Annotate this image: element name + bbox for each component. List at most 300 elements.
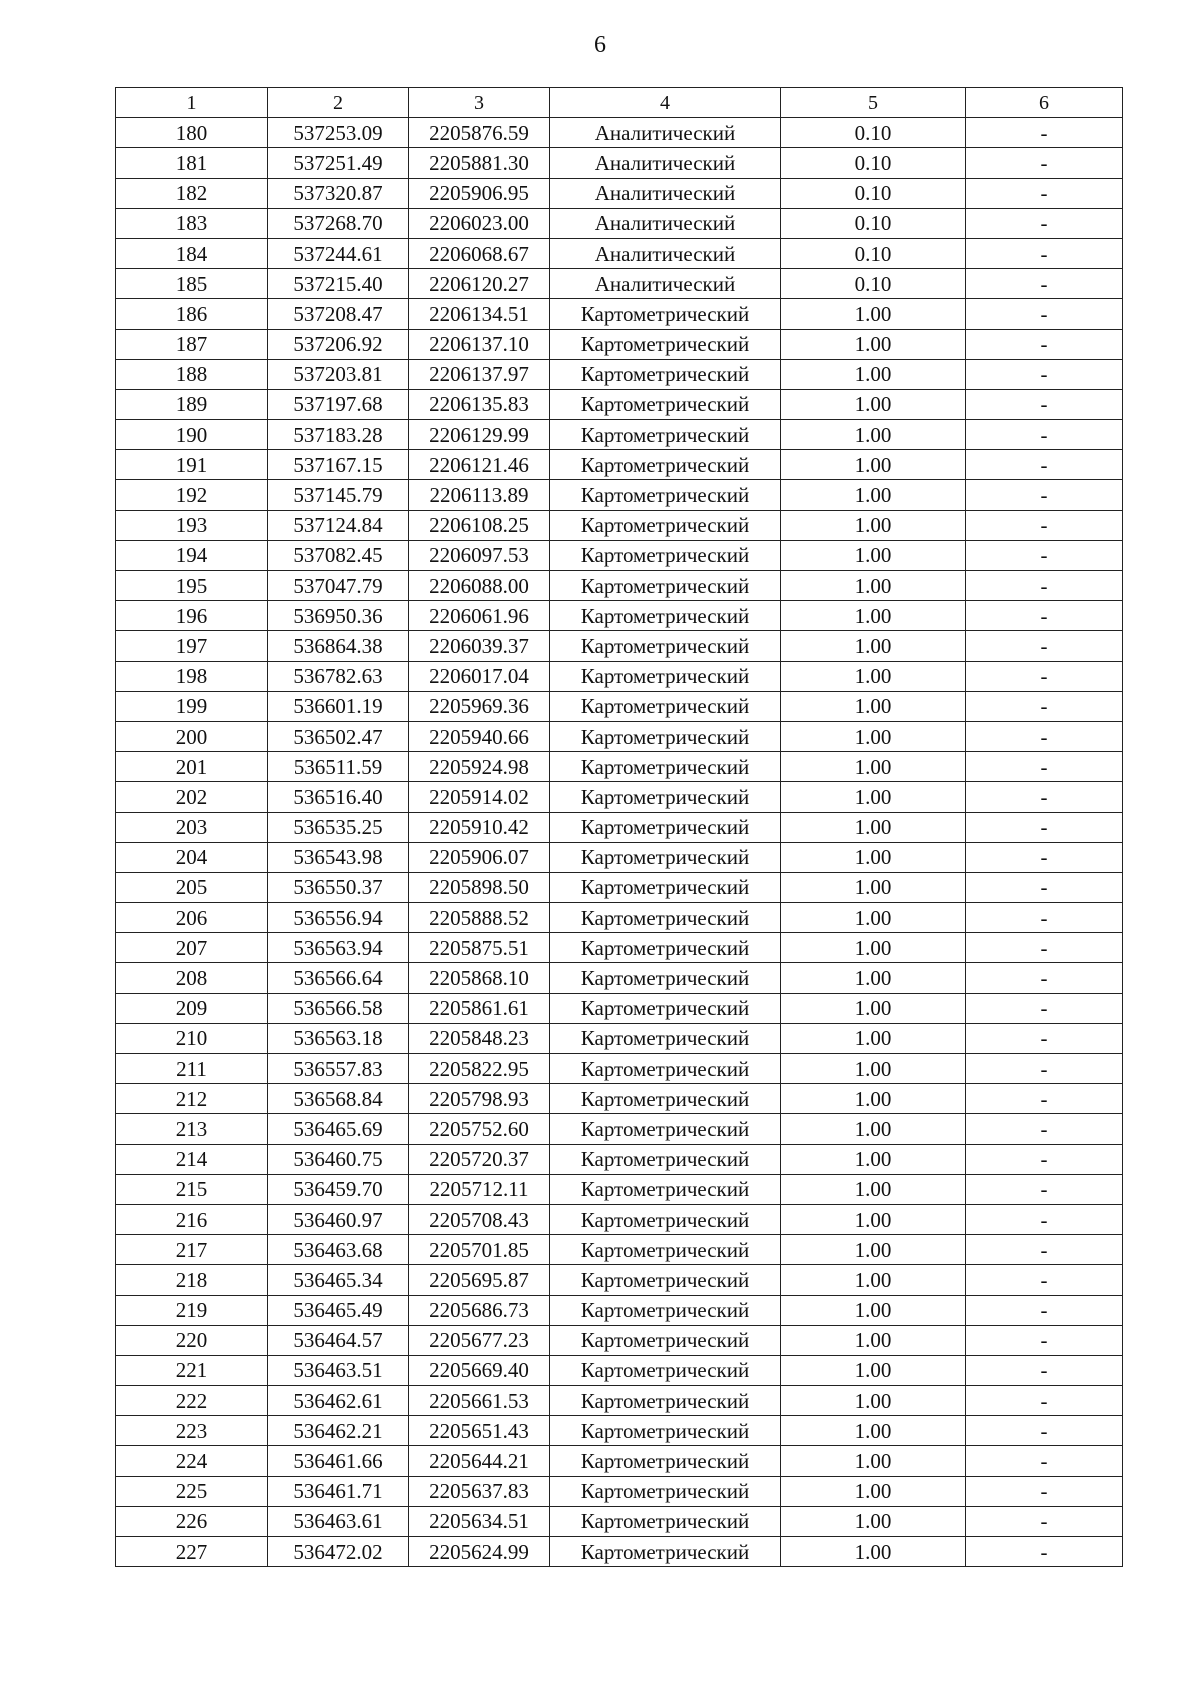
method-cell: Картометрический [550,601,781,631]
note-cell: - [966,1476,1123,1506]
point-number-cell: 199 [116,691,268,721]
x-coordinate-cell: 536462.61 [268,1386,409,1416]
method-cell: Картометрический [550,329,781,359]
x-coordinate-cell: 537268.70 [268,208,409,238]
accuracy-cell: 1.00 [781,721,966,751]
y-coordinate-cell: 2205914.02 [409,782,550,812]
y-coordinate-cell: 2206039.37 [409,631,550,661]
note-cell: - [966,1386,1123,1416]
accuracy-cell: 1.00 [781,903,966,933]
table-row [116,1416,1123,1446]
y-coordinate-cell: 2205669.40 [409,1355,550,1385]
y-coordinate-cell: 2205848.23 [409,1023,550,1053]
point-number-cell: 183 [116,208,268,238]
point-number-cell: 226 [116,1506,268,1536]
point-number-cell: 198 [116,661,268,691]
note-cell: - [966,1235,1123,1265]
accuracy-cell: 1.00 [781,1054,966,1084]
note-cell: - [966,1325,1123,1355]
note-cell: - [966,1084,1123,1114]
y-coordinate-cell: 2205898.50 [409,872,550,902]
y-coordinate-cell: 2205644.21 [409,1446,550,1476]
x-coordinate-cell: 536465.34 [268,1265,409,1295]
table-row [116,1235,1123,1265]
y-coordinate-cell: 2205906.95 [409,178,550,208]
coordinates-table [115,87,1123,1567]
x-coordinate-cell: 536465.69 [268,1114,409,1144]
table-row [116,510,1123,540]
point-number-cell: 194 [116,540,268,570]
note-cell: - [966,1265,1123,1295]
x-coordinate-cell: 536543.98 [268,842,409,872]
note-cell: - [966,812,1123,842]
method-cell: Картометрический [550,1295,781,1325]
table-row [116,1144,1123,1174]
accuracy-cell: 1.00 [781,812,966,842]
y-coordinate-cell: 2206137.97 [409,359,550,389]
point-number-cell: 217 [116,1235,268,1265]
point-number-cell: 225 [116,1476,268,1506]
x-coordinate-cell: 537253.09 [268,118,409,148]
point-number-cell: 210 [116,1023,268,1053]
point-number-cell: 188 [116,359,268,389]
method-cell: Картометрический [550,359,781,389]
point-number-cell: 196 [116,601,268,631]
accuracy-cell: 1.00 [781,540,966,570]
accuracy-cell: 1.00 [781,1174,966,1204]
point-number-cell: 202 [116,782,268,812]
table-row [116,842,1123,872]
x-coordinate-cell: 536516.40 [268,782,409,812]
method-cell: Картометрический [550,1023,781,1053]
note-cell: - [966,1114,1123,1144]
accuracy-cell: 1.00 [781,1204,966,1234]
x-coordinate-cell: 537145.79 [268,480,409,510]
point-number-cell: 205 [116,872,268,902]
method-cell: Картометрический [550,1114,781,1144]
y-coordinate-cell: 2205910.42 [409,812,550,842]
table-row [116,148,1123,178]
point-number-cell: 215 [116,1174,268,1204]
table-row [116,450,1123,480]
table-row [116,631,1123,661]
y-coordinate-cell: 2206137.10 [409,329,550,359]
table-body [116,118,1123,1567]
y-coordinate-cell: 2206113.89 [409,480,550,510]
table-row [116,420,1123,450]
method-cell: Картометрический [550,812,781,842]
point-number-cell: 190 [116,420,268,450]
y-coordinate-cell: 2205822.95 [409,1054,550,1084]
header-cell-3: 3 [409,88,550,118]
x-coordinate-cell: 536463.68 [268,1235,409,1265]
y-coordinate-cell: 2205876.59 [409,118,550,148]
point-number-cell: 219 [116,1295,268,1325]
accuracy-cell: 1.00 [781,933,966,963]
method-cell: Картометрический [550,842,781,872]
point-number-cell: 187 [116,329,268,359]
point-number-cell: 204 [116,842,268,872]
method-cell: Картометрический [550,1325,781,1355]
table-row [116,721,1123,751]
accuracy-cell: 1.00 [781,1265,966,1295]
table-header-row [116,88,1123,118]
point-number-cell: 189 [116,389,268,419]
table-row [116,691,1123,721]
accuracy-cell: 1.00 [781,1537,966,1567]
y-coordinate-cell: 2206121.46 [409,450,550,480]
y-coordinate-cell: 2206135.83 [409,389,550,419]
accuracy-cell: 1.00 [781,1084,966,1114]
y-coordinate-cell: 2205881.30 [409,148,550,178]
table-row [116,389,1123,419]
x-coordinate-cell: 537251.49 [268,148,409,178]
note-cell: - [966,963,1123,993]
x-coordinate-cell: 536557.83 [268,1054,409,1084]
accuracy-cell: 1.00 [781,1386,966,1416]
method-cell: Картометрический [550,510,781,540]
note-cell: - [966,1204,1123,1234]
x-coordinate-cell: 536535.25 [268,812,409,842]
table-row [116,1506,1123,1536]
table-row [116,238,1123,268]
y-coordinate-cell: 2206097.53 [409,540,550,570]
note-cell: - [966,540,1123,570]
x-coordinate-cell: 536864.38 [268,631,409,661]
x-coordinate-cell: 537206.92 [268,329,409,359]
point-number-cell: 206 [116,903,268,933]
accuracy-cell: 1.00 [781,842,966,872]
method-cell: Картометрический [550,661,781,691]
table-row [116,601,1123,631]
x-coordinate-cell: 537215.40 [268,269,409,299]
note-cell: - [966,993,1123,1023]
note-cell: - [966,782,1123,812]
y-coordinate-cell: 2205651.43 [409,1416,550,1446]
x-coordinate-cell: 536459.70 [268,1174,409,1204]
accuracy-cell: 0.10 [781,118,966,148]
point-number-cell: 209 [116,993,268,1023]
table-row [116,782,1123,812]
y-coordinate-cell: 2205752.60 [409,1114,550,1144]
table-row [116,1295,1123,1325]
method-cell: Картометрический [550,1054,781,1084]
table-row [116,1054,1123,1084]
header-cell-1: 1 [116,88,268,118]
header-cell-6: 6 [966,88,1123,118]
accuracy-cell: 1.00 [781,1446,966,1476]
y-coordinate-cell: 2205868.10 [409,963,550,993]
method-cell: Картометрический [550,1204,781,1234]
point-number-cell: 211 [116,1054,268,1084]
method-cell: Картометрический [550,1506,781,1536]
method-cell: Картометрический [550,752,781,782]
x-coordinate-cell: 536472.02 [268,1537,409,1567]
x-coordinate-cell: 537208.47 [268,299,409,329]
y-coordinate-cell: 2205924.98 [409,752,550,782]
note-cell: - [966,631,1123,661]
note-cell: - [966,1355,1123,1385]
method-cell: Картометрический [550,782,781,812]
note-cell: - [966,480,1123,510]
method-cell: Картометрический [550,540,781,570]
method-cell: Картометрический [550,1144,781,1174]
y-coordinate-cell: 2205634.51 [409,1506,550,1536]
accuracy-cell: 1.00 [781,1144,966,1174]
table-row [116,118,1123,148]
point-number-cell: 216 [116,1204,268,1234]
method-cell: Картометрический [550,1446,781,1476]
method-cell: Картометрический [550,993,781,1023]
y-coordinate-cell: 2206061.96 [409,601,550,631]
x-coordinate-cell: 536502.47 [268,721,409,751]
y-coordinate-cell: 2205677.23 [409,1325,550,1355]
table-row [116,540,1123,570]
accuracy-cell: 0.10 [781,238,966,268]
x-coordinate-cell: 536460.97 [268,1204,409,1234]
method-cell: Картометрический [550,450,781,480]
note-cell: - [966,148,1123,178]
accuracy-cell: 1.00 [781,450,966,480]
table-row [116,1174,1123,1204]
y-coordinate-cell: 2206134.51 [409,299,550,329]
x-coordinate-cell: 537320.87 [268,178,409,208]
table-row [116,1084,1123,1114]
accuracy-cell: 1.00 [781,1416,966,1446]
x-coordinate-cell: 536461.71 [268,1476,409,1506]
table-row [116,933,1123,963]
y-coordinate-cell: 2205888.52 [409,903,550,933]
table-row [116,1023,1123,1053]
y-coordinate-cell: 2205637.83 [409,1476,550,1506]
point-number-cell: 182 [116,178,268,208]
table-row [116,1114,1123,1144]
y-coordinate-cell: 2205940.66 [409,721,550,751]
x-coordinate-cell: 536556.94 [268,903,409,933]
x-coordinate-cell: 537047.79 [268,571,409,601]
method-cell: Картометрический [550,420,781,450]
y-coordinate-cell: 2205661.53 [409,1386,550,1416]
x-coordinate-cell: 537082.45 [268,540,409,570]
accuracy-cell: 1.00 [781,691,966,721]
accuracy-cell: 1.00 [781,661,966,691]
note-cell: - [966,1054,1123,1084]
method-cell: Картометрический [550,1355,781,1385]
accuracy-cell: 1.00 [781,782,966,812]
note-cell: - [966,178,1123,208]
method-cell: Картометрический [550,389,781,419]
table-row [116,178,1123,208]
x-coordinate-cell: 536568.84 [268,1084,409,1114]
method-cell: Картометрический [550,1416,781,1446]
x-coordinate-cell: 536563.18 [268,1023,409,1053]
note-cell: - [966,1446,1123,1476]
x-coordinate-cell: 537197.68 [268,389,409,419]
note-cell: - [966,450,1123,480]
method-cell: Картометрический [550,1537,781,1567]
accuracy-cell: 1.00 [781,329,966,359]
point-number-cell: 224 [116,1446,268,1476]
x-coordinate-cell: 536550.37 [268,872,409,902]
point-number-cell: 200 [116,721,268,751]
x-coordinate-cell: 536566.58 [268,993,409,1023]
table-row [116,1446,1123,1476]
note-cell: - [966,118,1123,148]
note-cell: - [966,721,1123,751]
accuracy-cell: 1.00 [781,1506,966,1536]
x-coordinate-cell: 536511.59 [268,752,409,782]
y-coordinate-cell: 2205624.99 [409,1537,550,1567]
x-coordinate-cell: 536782.63 [268,661,409,691]
note-cell: - [966,933,1123,963]
accuracy-cell: 1.00 [781,1355,966,1385]
table-row [116,1265,1123,1295]
accuracy-cell: 1.00 [781,510,966,540]
method-cell: Картометрический [550,1265,781,1295]
point-number-cell: 212 [116,1084,268,1114]
y-coordinate-cell: 2206108.25 [409,510,550,540]
y-coordinate-cell: 2205969.36 [409,691,550,721]
x-coordinate-cell: 537183.28 [268,420,409,450]
table-row [116,661,1123,691]
x-coordinate-cell: 537124.84 [268,510,409,540]
y-coordinate-cell: 2206088.00 [409,571,550,601]
point-number-cell: 214 [116,1144,268,1174]
note-cell: - [966,842,1123,872]
table-row [116,1386,1123,1416]
method-cell: Картометрический [550,1386,781,1416]
y-coordinate-cell: 2205701.85 [409,1235,550,1265]
y-coordinate-cell: 2205695.87 [409,1265,550,1295]
table-row [116,359,1123,389]
table-row [116,480,1123,510]
accuracy-cell: 1.00 [781,1235,966,1265]
page-number: 6 [594,32,606,58]
method-cell: Аналитический [550,238,781,268]
point-number-cell: 191 [116,450,268,480]
table-row [116,299,1123,329]
accuracy-cell: 1.00 [781,872,966,902]
x-coordinate-cell: 536563.94 [268,933,409,963]
y-coordinate-cell: 2206120.27 [409,269,550,299]
point-number-cell: 185 [116,269,268,299]
point-number-cell: 193 [116,510,268,540]
y-coordinate-cell: 2206017.04 [409,661,550,691]
note-cell: - [966,1537,1123,1567]
method-cell: Картометрический [550,480,781,510]
y-coordinate-cell: 2205875.51 [409,933,550,963]
table-row [116,208,1123,238]
method-cell: Картометрический [550,963,781,993]
accuracy-cell: 1.00 [781,1114,966,1144]
y-coordinate-cell: 2205906.07 [409,842,550,872]
method-cell: Картометрический [550,1174,781,1204]
accuracy-cell: 0.10 [781,269,966,299]
method-cell: Картометрический [550,872,781,902]
point-number-cell: 201 [116,752,268,782]
header-cell-2: 2 [268,88,409,118]
header-cell-4: 4 [550,88,781,118]
x-coordinate-cell: 536465.49 [268,1295,409,1325]
method-cell: Аналитический [550,148,781,178]
note-cell: - [966,389,1123,419]
accuracy-cell: 1.00 [781,1023,966,1053]
accuracy-cell: 1.00 [781,571,966,601]
method-cell: Аналитический [550,178,781,208]
method-cell: Аналитический [550,208,781,238]
y-coordinate-cell: 2205712.11 [409,1174,550,1204]
method-cell: Картометрический [550,903,781,933]
note-cell: - [966,329,1123,359]
point-number-cell: 213 [116,1114,268,1144]
point-number-cell: 223 [116,1416,268,1446]
table-row [116,993,1123,1023]
note-cell: - [966,601,1123,631]
table-row [116,329,1123,359]
note-cell: - [966,1416,1123,1446]
accuracy-cell: 1.00 [781,601,966,631]
point-number-cell: 181 [116,148,268,178]
accuracy-cell: 1.00 [781,480,966,510]
point-number-cell: 184 [116,238,268,268]
point-number-cell: 218 [116,1265,268,1295]
table-row [116,1355,1123,1385]
accuracy-cell: 1.00 [781,963,966,993]
table-row [116,1476,1123,1506]
note-cell: - [966,1506,1123,1536]
table-row [116,903,1123,933]
y-coordinate-cell: 2206068.67 [409,238,550,268]
note-cell: - [966,752,1123,782]
x-coordinate-cell: 536462.21 [268,1416,409,1446]
accuracy-cell: 1.00 [781,631,966,661]
header-cell-5: 5 [781,88,966,118]
method-cell: Картометрический [550,1235,781,1265]
table-row [116,571,1123,601]
x-coordinate-cell: 537244.61 [268,238,409,268]
point-number-cell: 203 [116,812,268,842]
x-coordinate-cell: 536566.64 [268,963,409,993]
note-cell: - [966,208,1123,238]
x-coordinate-cell: 536464.57 [268,1325,409,1355]
note-cell: - [966,1023,1123,1053]
accuracy-cell: 1.00 [781,993,966,1023]
method-cell: Картометрический [550,571,781,601]
x-coordinate-cell: 537167.15 [268,450,409,480]
point-number-cell: 207 [116,933,268,963]
y-coordinate-cell: 2206129.99 [409,420,550,450]
note-cell: - [966,1174,1123,1204]
x-coordinate-cell: 536460.75 [268,1144,409,1174]
accuracy-cell: 1.00 [781,420,966,450]
table-row [116,1204,1123,1234]
point-number-cell: 221 [116,1355,268,1385]
x-coordinate-cell: 536461.66 [268,1446,409,1476]
x-coordinate-cell: 536950.36 [268,601,409,631]
method-cell: Картометрический [550,721,781,751]
y-coordinate-cell: 2206023.00 [409,208,550,238]
y-coordinate-cell: 2205798.93 [409,1084,550,1114]
accuracy-cell: 0.10 [781,208,966,238]
accuracy-cell: 1.00 [781,1476,966,1506]
accuracy-cell: 1.00 [781,1295,966,1325]
note-cell: - [966,1144,1123,1174]
method-cell: Картометрический [550,1476,781,1506]
accuracy-cell: 1.00 [781,299,966,329]
table-row [116,269,1123,299]
method-cell: Картометрический [550,299,781,329]
note-cell: - [966,510,1123,540]
